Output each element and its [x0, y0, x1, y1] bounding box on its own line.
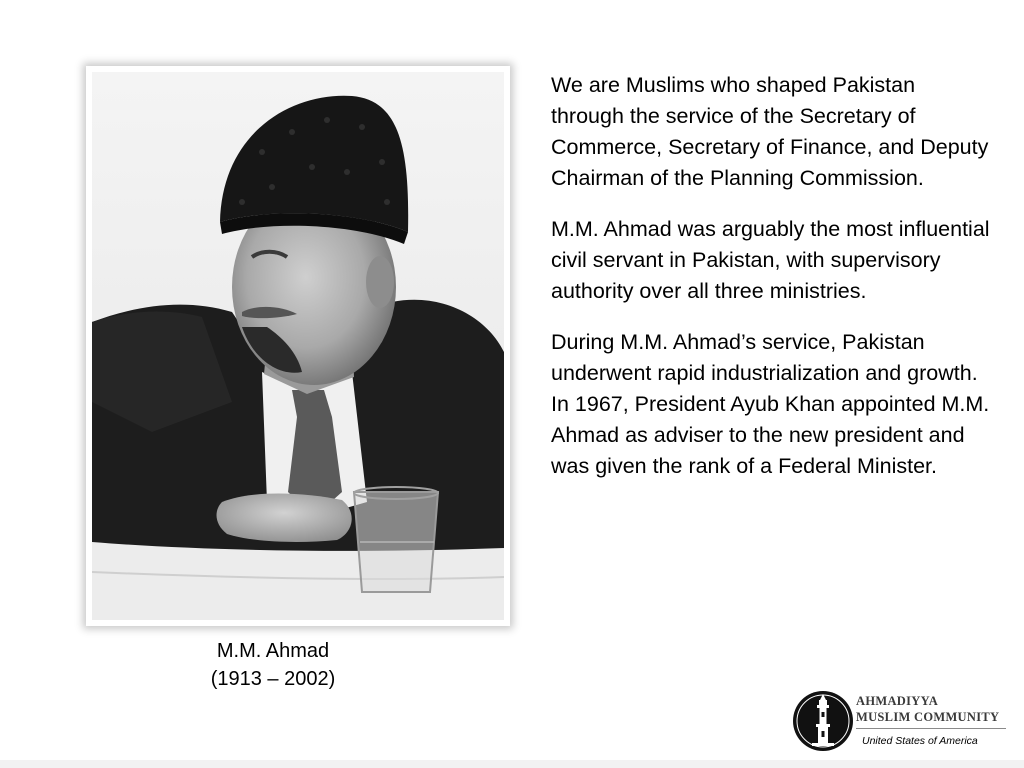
- caption-years: (1913 – 2002): [210, 668, 336, 690]
- portrait-caption: [173, 637, 373, 693]
- portrait-frame: [86, 66, 510, 626]
- logo-title-line2: MUSLIM COMMUNITY: [856, 710, 1000, 724]
- logo-subtitle: United States of America: [862, 735, 978, 747]
- logo-title-line1: AHMADIYYA: [856, 694, 939, 708]
- portrait-photo: [92, 72, 504, 620]
- paragraph-service: During M.M. Ahmad’s service, Pakistan underwent rapid industrialization and growth. In 1967, President Ayub Khan appointed M.M. Ahmad as adviser to the new president and was given the rank of a Federal Minister.: [551, 330, 990, 478]
- paragraph-influence: M.M. Ahmad was arguably the most influential civil servant in Pakistan, with supervisory authority over all three ministries.: [551, 217, 990, 303]
- bottom-strip: [0, 760, 1024, 768]
- paragraph-intro: We are Muslims who shaped Pakistan through the service of the Secretary of Commerce, Secretary of Finance, and Deputy Chairman of the Planning Commission.: [551, 73, 989, 190]
- caption-name: M.M. Ahmad: [216, 640, 330, 662]
- community-logo: [792, 688, 1012, 754]
- logo-divider: [856, 728, 1006, 729]
- body-text: [551, 70, 991, 502]
- portrait-photo-illustration: [92, 72, 504, 620]
- minaret-emblem-icon: [792, 690, 854, 752]
